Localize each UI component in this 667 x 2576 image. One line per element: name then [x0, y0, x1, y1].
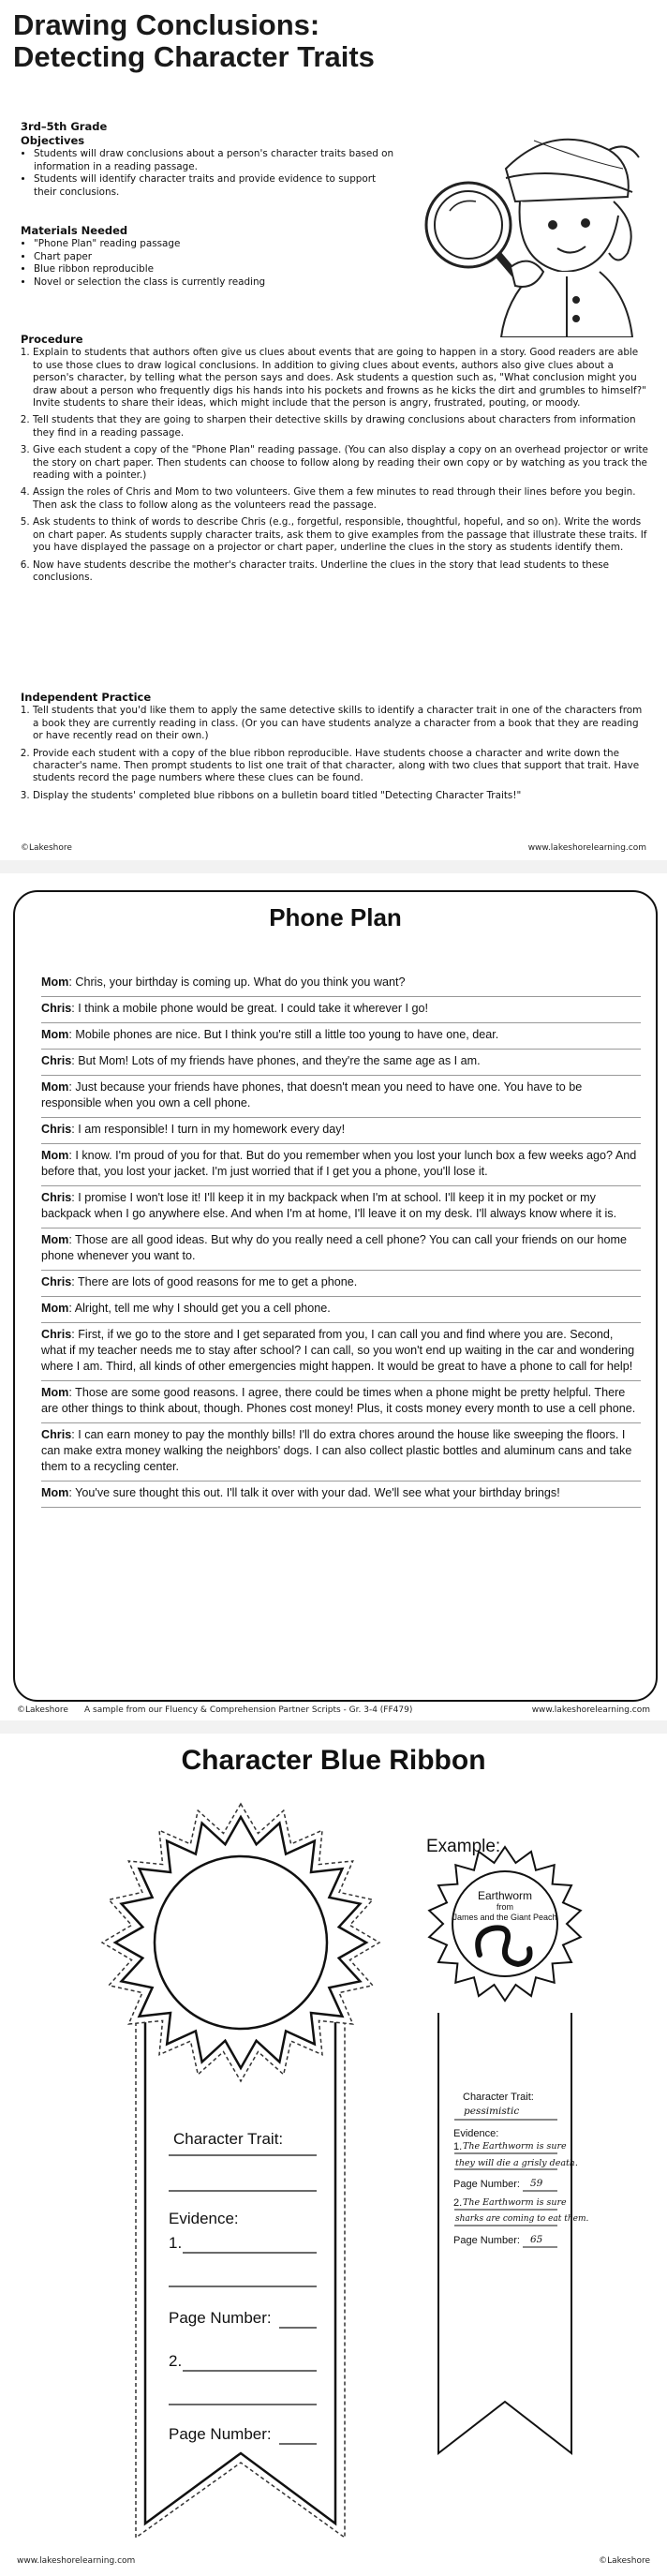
dialogue-line: [41, 1023, 641, 1050]
dialogue-line: [41, 1050, 641, 1076]
example-from: from: [497, 1902, 513, 1912]
speaker-colon: :: [71, 1191, 79, 1204]
example-trait-label: Character Trait:: [463, 2092, 534, 2103]
procedure-step: 5. Ask students to think of words to describe Chris (e.g., forgetful, responsible, thoughtful, hopeful, and so on). Write the words on chart paper. As students supply character traits, ask them to give examples from the passage that illustrate these traits. If you have displayed the passage on a projector or chart paper, underline the clues in the story as students identify them.: [33, 516, 648, 554]
speaker-colon: :: [71, 1328, 79, 1341]
procedure-step: 1. Explain to students that authors often give us clues about events that are going to happen in a story. Good readers are able to use those clues to draw logical conclusions. In addition to giving clues about events, authors also give clues about a person's character, by telling what the person says and does. Ask students a question such as, "What conclusion might you draw about a person who frequently digs his hands into his pockets and frowns as he kicks the dirt and grumbles to himself?" Invite students to share their ideas, which might include that the person is angry, frustrated, pouting, or moody.: [33, 347, 648, 409]
dialogue-text: First, if we go to the store and I get separated from you, I can call you and find where you are. Second, what if my teacher needs me to stay after school? I can call, so you won't end up waiting in the car and wondering where I am. Third, all kinds of other emergencies might happen. It would be great to have a phone to call for help!: [41, 1328, 635, 1373]
trait-label: Character Trait:: [173, 2130, 284, 2148]
footer-website: www.lakeshorelearning.com: [527, 843, 646, 853]
speaker-colon: :: [68, 1028, 76, 1041]
ribbon-title: Character Blue Ribbon: [181, 1745, 486, 1776]
large-rosette-circle: [155, 1856, 327, 2029]
dialogue-text: Chris, your birthday is coming up. What do you think you want?: [75, 975, 406, 989]
dialogue-text: Those are some good reasons. I agree, there could be times when a phone might be pretty helpful. There are other things to think about, though. Phones cost money! Plus, it costs money every month to use a cell phone.: [41, 1386, 636, 1415]
dialogue-line: [41, 1144, 641, 1186]
example-number-1: 1.: [453, 2141, 463, 2152]
speaker-colon: :: [71, 1002, 79, 1015]
material-item: • Blue ribbon reproducible: [34, 263, 395, 275]
practice-step: 2. Provide each student with a copy of the blue ribbon reproducible. Have students choose a character and write down the character's name. Then prompt students to list one trait of that character, along with two clues that support that trait. Have students record the page numbers where these clues can be found.: [33, 748, 648, 785]
example-character-name: Earthworm: [477, 1889, 532, 1902]
practice-step: 3. Display the students' completed blue ribbons on a bulletin board titled "Detecting Character Traits!": [33, 790, 648, 802]
dialogue-text: Mobile phones are nice. But I think you're still a little too young to have one, dear.: [75, 1028, 499, 1041]
speaker-colon: :: [68, 1486, 76, 1499]
dialogue-line: [41, 971, 641, 997]
detective-illustration: [393, 112, 656, 337]
dialogue-line: [41, 1423, 641, 1482]
speaker-colon: :: [68, 975, 76, 989]
page-number-label-2: Page Number:: [169, 2425, 272, 2443]
dialogue-text: I think a mobile phone would be great. I could take it wherever I go!: [78, 1002, 429, 1015]
speaker-name: Mom: [41, 1080, 69, 1094]
speaker-colon: :: [71, 1275, 78, 1288]
ribbon-page: [0, 1732, 667, 2575]
dialogue-line: [41, 1186, 641, 1228]
example-clue-2b: sharks are coming to eat them.: [455, 2214, 589, 2224]
example-clue-1a: The Earthworm is sure: [463, 2141, 567, 2152]
footer-copyright: ©Lakeshore: [21, 843, 72, 853]
dialogue-line: [41, 997, 641, 1023]
speaker-name: Mom: [41, 1302, 69, 1315]
procedure-heading: Procedure: [21, 333, 83, 346]
speaker-colon: :: [71, 1054, 79, 1067]
evidence-number-2: 2.: [169, 2352, 183, 2370]
speaker-name: Chris: [41, 1123, 72, 1136]
objectives-heading: Objectives: [21, 134, 85, 147]
procedure-step: 6. Now have students describe the mother's character traits. Underline the clues in the story that lead students to these conclusions.: [33, 559, 648, 585]
lesson-page: [0, 0, 667, 862]
example-clue-2a: The Earthworm is sure: [463, 2197, 567, 2208]
materials-section: [21, 225, 395, 289]
objective-item: • Students will identify character traits and provide evidence to support their conclusions.: [34, 173, 395, 199]
speaker-colon: :: [68, 1386, 76, 1399]
dialogue-text: There are lots of good reasons for me to get a phone.: [77, 1275, 358, 1288]
procedure-step: 2. Tell students that they are going to sharpen their detective skills by drawing conclusions about characters from information they find in a reading passage.: [33, 414, 648, 439]
dialogue-line: [41, 1482, 641, 1508]
example-page-2: 65: [530, 2234, 543, 2245]
dialogue-line: [41, 1323, 641, 1381]
dialogue-line: [41, 1271, 641, 1297]
objectives-section: [21, 135, 395, 199]
footer-website: www.lakeshorelearning.com: [17, 2556, 136, 2566]
dialogue-line: [41, 1076, 641, 1118]
script-frame: [13, 890, 658, 1702]
dialogue-text: Alright, tell me why I should get you a cell phone.: [74, 1302, 331, 1315]
speaker-colon: :: [71, 1123, 79, 1136]
materials-heading: Materials Needed: [21, 224, 128, 237]
speaker-colon: :: [68, 1233, 76, 1246]
speaker-name: Chris: [41, 1191, 72, 1204]
example-clue-1b: they will die a grisly death.: [455, 2158, 578, 2168]
footer-copyright: ©Lakeshore: [17, 1705, 68, 1715]
dialogue-line: [41, 1118, 641, 1144]
example-book-title: James and the Giant Peach: [452, 1913, 557, 1922]
speaker-colon: :: [68, 1080, 76, 1094]
script-title: Phone Plan: [269, 903, 402, 931]
footer-source: A sample from our Fluency & Comprehension Partner Scripts - Gr. 3-4 (FF479): [84, 1705, 413, 1715]
example-label: Example:: [426, 1837, 501, 1856]
dialogue-line: [41, 1381, 641, 1423]
dialogue-text: You've sure thought this out. I'll talk it over with your dad. We'll see what your birthday brings!: [75, 1486, 560, 1499]
speaker-name: Mom: [41, 1386, 69, 1399]
dialogue-text: But Mom! Lots of my friends have phones, and they're the same age as I am.: [78, 1054, 481, 1067]
evidence-label: Evidence:: [169, 2210, 239, 2227]
example-trait-value: pessimistic: [464, 2106, 520, 2117]
example-evidence-label: Evidence:: [453, 2128, 499, 2139]
procedure-section: [21, 334, 648, 588]
title-line-1: Drawing Conclusions:: [13, 8, 320, 41]
objective-item: • Students will draw conclusions about a person's character traits based on information in a reading passage.: [34, 148, 395, 173]
practice-step: 1. Tell students that you'd like them to apply the same detective skills to identify a character trait in one of the characters from a book they are currently reading in class. (Or you can have students analyze a character from a book that they are reading or have recently read on their own.): [33, 705, 648, 742]
speaker-name: Chris: [41, 1328, 72, 1341]
speaker-name: Mom: [41, 975, 69, 989]
speaker-name: Chris: [41, 1428, 72, 1441]
example-page-1: 59: [530, 2178, 543, 2189]
material-item: • Chart paper: [34, 251, 395, 263]
dialogue-text: I know. I'm proud of you for that. But do you remember when you lost your lunch box a few weeks ago? And before that, you lost your jacket. I'm just worried that if I get you a phone, you'll lose it.: [41, 1149, 637, 1178]
dialogue-text: Those are all good ideas. But why do you really need a cell phone? You can call your friends on our home phone whenever you want to.: [41, 1233, 627, 1262]
script-lines: [41, 971, 641, 1508]
example-rosette-circle: [452, 1871, 557, 1976]
ribbon-graphics: [0, 1732, 667, 2575]
speaker-name: Mom: [41, 1486, 69, 1499]
speaker-name: Mom: [41, 1028, 69, 1041]
practice-section: [21, 692, 648, 807]
dialogue-text: Just because your friends have phones, that doesn't mean you need to have one. You have to be responsible when you own a cell phone.: [41, 1080, 583, 1109]
page-number-label-1: Page Number:: [169, 2309, 272, 2327]
dialogue-text: I can earn money to pay the monthly bills! I'll do extra chores around the house like sweeping the floors. I can make extra money walking the neighbors' dogs. I can also collect plastic bottles and aluminum cans and take them to a recycling center.: [41, 1428, 632, 1473]
large-ribbon-tail: [145, 2013, 335, 2524]
speaker-name: Mom: [41, 1149, 69, 1162]
footer-copyright: ©Lakeshore: [599, 2556, 650, 2566]
dialogue-line: [41, 1228, 641, 1271]
grade-level: 3rd–5th Grade: [21, 120, 108, 133]
example-page-label-2: Page Number:: [453, 2235, 520, 2246]
speaker-colon: :: [68, 1302, 75, 1315]
material-item: • Novel or selection the class is currently reading: [34, 276, 395, 289]
speaker-name: Chris: [41, 1002, 72, 1015]
example-ribbon-tail: [438, 2013, 571, 2453]
title-line-2: Detecting Character Traits: [13, 40, 375, 73]
speaker-name: Chris: [41, 1054, 72, 1067]
speaker-name: Chris: [41, 1275, 72, 1288]
procedure-step: 4. Assign the roles of Chris and Mom to two volunteers. Give them a few minutes to read through their lines before you begin. Then ask the class to follow along as the volunteers read the passage.: [33, 486, 648, 512]
page-title: [13, 9, 500, 73]
procedure-step: 3. Give each student a copy of the "Phone Plan" reading passage. (You can also display a copy on an overhead projector or write the story on chart paper. Then students can choose to follow along by reading their own copy or by watching as you track the reading with a pointer.): [33, 444, 648, 482]
speaker-colon: :: [68, 1149, 76, 1162]
practice-heading: Independent Practice: [21, 691, 152, 704]
dialogue-line: [41, 1297, 641, 1323]
speaker-colon: :: [71, 1428, 79, 1441]
dialogue-text: I promise I won't lose it! I'll keep it in my backpack when I'm at school. I'll keep it in my pocket or my backpack when I go anywhere else. And when I'm at home, I'll leave it on my desk. I'll always know where it is.: [41, 1191, 617, 1220]
example-number-2: 2.: [453, 2197, 463, 2209]
example-page-label-1: Page Number:: [453, 2179, 520, 2190]
evidence-number-1: 1.: [169, 2234, 183, 2252]
speaker-name: Mom: [41, 1233, 69, 1246]
dialogue-text: I am responsible! I turn in my homework every day!: [78, 1123, 346, 1136]
footer-website: www.lakeshorelearning.com: [531, 1705, 650, 1715]
material-item: • "Phone Plan" reading passage: [34, 238, 395, 250]
script-page: [0, 871, 667, 1724]
